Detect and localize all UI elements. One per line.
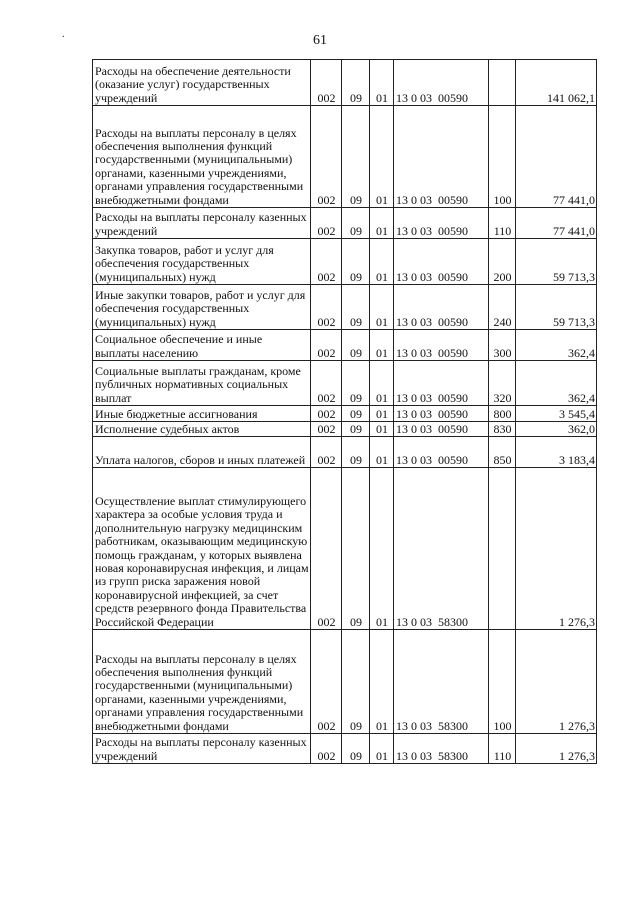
budget-table bbox=[92, 59, 597, 764]
row-admin-code: 002 bbox=[311, 239, 342, 285]
row-section-code: 09 bbox=[342, 630, 370, 734]
table-row bbox=[93, 406, 597, 422]
row-subsection-code: 01 bbox=[370, 361, 394, 406]
row-amount: 362,4 bbox=[516, 330, 597, 361]
row-section-code: 09 bbox=[342, 468, 370, 630]
row-expense-type bbox=[489, 60, 516, 106]
row-target-code: 13 0 03 00590 bbox=[394, 406, 489, 422]
row-admin-code: 002 bbox=[311, 406, 342, 422]
row-name: Расходы на выплаты персоналу казенных учреждений bbox=[93, 208, 311, 239]
row-expense-type: 850 bbox=[489, 437, 516, 468]
row-name: Расходы на обеспечение деятельности (оказание услуг) государственных учреждений bbox=[93, 60, 311, 106]
table-row bbox=[93, 734, 597, 764]
row-section-code: 09 bbox=[342, 239, 370, 285]
row-admin-code: 002 bbox=[311, 734, 342, 764]
row-name: Иные бюджетные ассигнования bbox=[93, 406, 311, 422]
row-subsection-code: 01 bbox=[370, 60, 394, 106]
row-amount: 362,4 bbox=[516, 361, 597, 406]
row-section-code: 09 bbox=[342, 734, 370, 764]
row-section-code: 09 bbox=[342, 437, 370, 468]
row-name: Закупка товаров, работ и услуг для обеспечения государственных (муниципальных) нужд bbox=[93, 239, 311, 285]
row-expense-type: 830 bbox=[489, 422, 516, 437]
table-row bbox=[93, 630, 597, 734]
row-name: Исполнение судебных актов bbox=[93, 422, 311, 437]
row-section-code: 09 bbox=[342, 208, 370, 239]
row-admin-code: 002 bbox=[311, 285, 342, 330]
row-target-code: 13 0 03 00590 bbox=[394, 437, 489, 468]
row-expense-type: 200 bbox=[489, 239, 516, 285]
row-amount: 3 545,4 bbox=[516, 406, 597, 422]
row-expense-type: 100 bbox=[489, 106, 516, 208]
row-subsection-code: 01 bbox=[370, 106, 394, 208]
row-expense-type: 320 bbox=[489, 361, 516, 406]
row-target-code: 13 0 03 00590 bbox=[394, 239, 489, 285]
row-section-code: 09 bbox=[342, 60, 370, 106]
row-admin-code: 002 bbox=[311, 468, 342, 630]
row-subsection-code: 01 bbox=[370, 630, 394, 734]
row-name: Расходы на выплаты персоналу казенных учреждений bbox=[93, 734, 311, 764]
row-subsection-code: 01 bbox=[370, 406, 394, 422]
row-admin-code: 002 bbox=[311, 422, 342, 437]
row-amount: 77 441,0 bbox=[516, 106, 597, 208]
row-admin-code: 002 bbox=[311, 361, 342, 406]
table-row bbox=[93, 285, 597, 330]
row-name: Осуществление выплат стимулирующего характера за особые условия труда и дополнительную нагрузку медицинским работникам, оказывающим медицинскую помощь гражданам, у которых выявлена новая коронавирусная инфекция, и лицам из групп риска заражения новой коронавирусной инфекцией, за счет средств резервного фонда Правительства Российской Федерации bbox=[93, 468, 311, 630]
table-row bbox=[93, 60, 597, 106]
row-subsection-code: 01 bbox=[370, 239, 394, 285]
row-amount: 1 276,3 bbox=[516, 630, 597, 734]
row-expense-type: 100 bbox=[489, 630, 516, 734]
row-admin-code: 002 bbox=[311, 60, 342, 106]
row-section-code: 09 bbox=[342, 285, 370, 330]
row-name: Уплата налогов, сборов и иных платежей bbox=[93, 437, 311, 468]
row-expense-type: 800 bbox=[489, 406, 516, 422]
row-section-code: 09 bbox=[342, 330, 370, 361]
page-number: 61 bbox=[313, 33, 327, 48]
row-target-code: 13 0 03 00590 bbox=[394, 422, 489, 437]
row-target-code: 13 0 03 58300 bbox=[394, 734, 489, 764]
row-subsection-code: 01 bbox=[370, 208, 394, 239]
row-amount: 59 713,3 bbox=[516, 239, 597, 285]
row-expense-type: 110 bbox=[489, 734, 516, 764]
table-row bbox=[93, 208, 597, 239]
row-subsection-code: 01 bbox=[370, 437, 394, 468]
row-target-code: 13 0 03 00590 bbox=[394, 106, 489, 208]
row-section-code: 09 bbox=[342, 406, 370, 422]
table-row bbox=[93, 239, 597, 285]
table-row bbox=[93, 361, 597, 406]
table-row bbox=[93, 422, 597, 437]
row-subsection-code: 01 bbox=[370, 285, 394, 330]
row-subsection-code: 01 bbox=[370, 468, 394, 630]
row-target-code: 13 0 03 00590 bbox=[394, 208, 489, 239]
table-row bbox=[93, 437, 597, 468]
row-subsection-code: 01 bbox=[370, 330, 394, 361]
table-row bbox=[93, 106, 597, 208]
row-section-code: 09 bbox=[342, 361, 370, 406]
row-expense-type: 240 bbox=[489, 285, 516, 330]
row-amount: 141 062,1 bbox=[516, 60, 597, 106]
corner-mark: . bbox=[62, 29, 65, 40]
row-amount: 3 183,4 bbox=[516, 437, 597, 468]
row-expense-type: 110 bbox=[489, 208, 516, 239]
row-expense-type: 300 bbox=[489, 330, 516, 361]
row-name: Социальное обеспечение и иные выплаты населению bbox=[93, 330, 311, 361]
row-subsection-code: 01 bbox=[370, 422, 394, 437]
row-expense-type bbox=[489, 468, 516, 630]
row-amount: 59 713,3 bbox=[516, 285, 597, 330]
row-target-code: 13 0 03 00590 bbox=[394, 361, 489, 406]
row-admin-code: 002 bbox=[311, 630, 342, 734]
row-target-code: 13 0 03 58300 bbox=[394, 630, 489, 734]
row-name: Социальные выплаты гражданам, кроме публичных нормативных социальных выплат bbox=[93, 361, 311, 406]
table-row bbox=[93, 330, 597, 361]
row-admin-code: 002 bbox=[311, 106, 342, 208]
row-target-code: 13 0 03 00590 bbox=[394, 330, 489, 361]
row-admin-code: 002 bbox=[311, 208, 342, 239]
row-admin-code: 002 bbox=[311, 330, 342, 361]
row-section-code: 09 bbox=[342, 106, 370, 208]
row-amount: 1 276,3 bbox=[516, 734, 597, 764]
row-name: Иные закупки товаров, работ и услуг для обеспечения государственных (муниципальных) нужд bbox=[93, 285, 311, 330]
row-name: Расходы на выплаты персоналу в целях обеспечения выполнения функций государственными (муниципальными) органами, казенными учреждениями, органами управления государственными внебюджетными фондами bbox=[93, 630, 311, 734]
row-amount: 1 276,3 bbox=[516, 468, 597, 630]
row-amount: 77 441,0 bbox=[516, 208, 597, 239]
row-amount: 362,0 bbox=[516, 422, 597, 437]
row-admin-code: 002 bbox=[311, 437, 342, 468]
row-target-code: 13 0 03 58300 bbox=[394, 468, 489, 630]
table-row bbox=[93, 468, 597, 630]
row-target-code: 13 0 03 00590 bbox=[394, 285, 489, 330]
row-section-code: 09 bbox=[342, 422, 370, 437]
row-subsection-code: 01 bbox=[370, 734, 394, 764]
row-name: Расходы на выплаты персоналу в целях обеспечения выполнения функций государственными (муниципальными) органами, казенными учреждениями, органами управления государственными внебюджетными фондами bbox=[93, 106, 311, 208]
row-target-code: 13 0 03 00590 bbox=[394, 60, 489, 106]
